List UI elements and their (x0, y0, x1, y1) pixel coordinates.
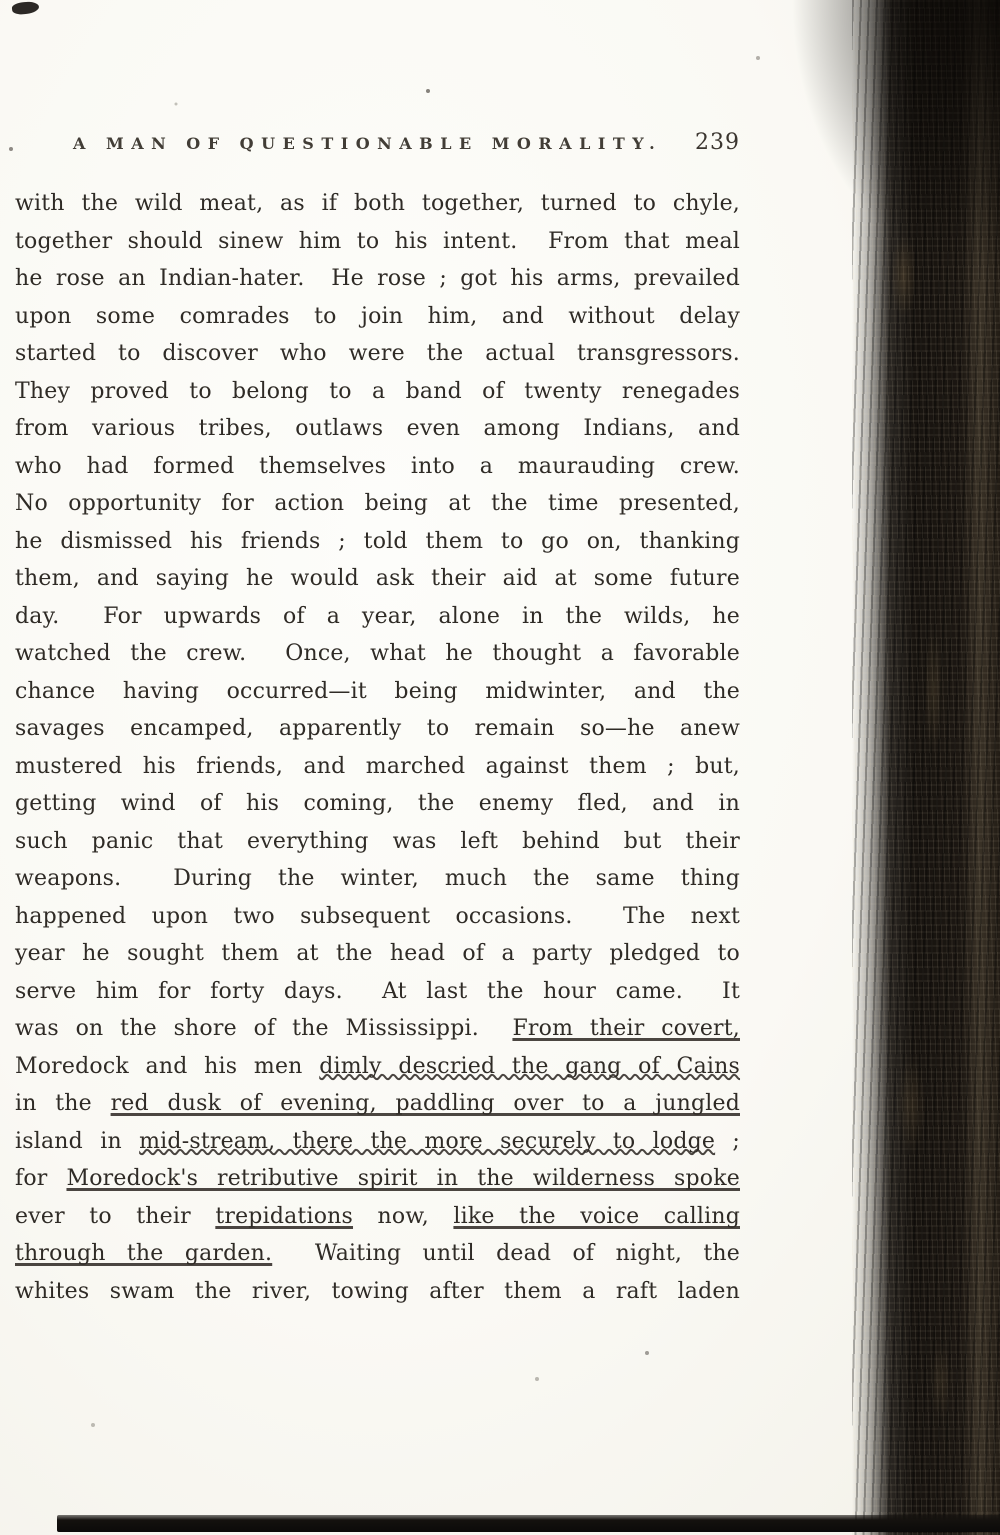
text-line (15, 1048, 740, 1086)
text-segment: No opportunity for action being at the time presented, (15, 491, 740, 516)
underlined-text: Moredock's retributive spirit in the wilderness spoke (66, 1166, 740, 1191)
text-line (15, 973, 740, 1011)
text-segment: Waiting until dead of night, the (272, 1241, 740, 1266)
text-segment: ; (715, 1128, 741, 1154)
text-column (15, 130, 740, 1310)
text-segment: day. For upwards of a year, alone in the wilds, he (15, 603, 740, 629)
text-line (15, 635, 740, 673)
text-segment: island in (15, 1128, 140, 1154)
text-segment: whites swam the river, towing after them a raft laden (15, 1278, 740, 1304)
text-line (15, 898, 740, 936)
text-segment: serve him for forty days. At last the hour came. It (15, 978, 740, 1004)
text-line (15, 823, 740, 861)
page-number: 239 (695, 130, 740, 155)
text-segment: now, (353, 1203, 454, 1229)
text-segment: They proved to belong to a band of twenty renegades (15, 378, 740, 404)
text-line (15, 710, 740, 748)
text-segment: started to discover who were the actual transgressors. (15, 341, 740, 366)
text-line (15, 598, 740, 636)
text-segment: happened upon two subsequent occasions. The next (15, 903, 740, 929)
underlined-text: like the voice calling (453, 1203, 740, 1229)
text-line (15, 373, 740, 411)
text-segment: weapons. During the winter, much the same thing (15, 866, 740, 891)
text-line (15, 935, 740, 973)
text-line (15, 523, 740, 561)
text-line (15, 1010, 740, 1048)
text-segment: such panic that everything was left behind but their (15, 828, 740, 854)
text-line (15, 1235, 740, 1273)
text-line (15, 785, 740, 823)
text-segment: for (15, 1166, 67, 1191)
text-line (15, 748, 740, 786)
text-segment: chance having occurred—it being midwinter, and the (15, 678, 740, 704)
text-segment: Moredock and his men (15, 1053, 320, 1079)
running-header (15, 130, 740, 155)
text-segment: ever to their (15, 1203, 216, 1229)
text-segment: year he sought them at the head of a party pledged to (15, 941, 740, 966)
text-line (15, 1198, 740, 1236)
text-segment: watched the crew. Once, what he thought a favorable (15, 641, 740, 666)
ink-smudge (11, 0, 39, 15)
text-line (15, 410, 740, 448)
text-line (15, 335, 740, 373)
underlined-text: through the garden. (15, 1241, 273, 1266)
text-segment: he dismissed his friends ; told them to go on, thanking (15, 528, 740, 554)
book-edge-shadow (852, 0, 1000, 1535)
text-line (15, 1123, 740, 1161)
underlined-text: trepidations (215, 1203, 354, 1229)
text-line (15, 560, 740, 598)
text-segment: together should sinew him to his intent. From that meal (15, 228, 740, 254)
underlined-text: From their covert, (512, 1016, 740, 1041)
underlined-text: mid-stream, there the more securely to lodge (139, 1128, 716, 1154)
text-segment: from various tribes, outlaws even among Indians, and (15, 416, 740, 441)
text-segment: them, and saying he would ask their aid at some future (15, 566, 740, 591)
text-line (15, 185, 740, 223)
body-text (15, 185, 740, 1310)
underlined-text: red dusk of evening, paddling over to a jungled (110, 1091, 740, 1116)
text-line (15, 223, 740, 261)
text-line (15, 485, 740, 523)
text-line (15, 260, 740, 298)
text-line (15, 298, 740, 336)
text-line (15, 1273, 740, 1311)
text-line (15, 1160, 740, 1198)
text-line (15, 1085, 740, 1123)
chapter-title: A MAN OF QUESTIONABLE MORALITY. (73, 134, 663, 153)
text-segment: he rose an Indian-hater. He rose ; got his arms, prevailed (15, 266, 740, 291)
text-line (15, 448, 740, 486)
text-segment: was on the shore of the Mississippi. (15, 1016, 513, 1041)
text-segment: upon some comrades to join him, and without delay (15, 303, 740, 329)
text-segment: in the (15, 1091, 111, 1116)
text-line (15, 673, 740, 711)
text-line (15, 860, 740, 898)
text-segment: mustered his friends, and marched against them ; but, (15, 753, 740, 779)
text-segment: with the wild meat, as if both together, turned to chyle, (15, 191, 740, 216)
text-segment: getting wind of his coming, the enemy fled, and in (15, 791, 740, 816)
bottom-edge-shadow (57, 1515, 1000, 1532)
underlined-text: dimly descried the gang of Cains (319, 1053, 741, 1079)
text-segment: who had formed themselves into a maurauding crew. (15, 453, 740, 479)
dust-specks (0, 0, 2, 2)
text-segment: savages encamped, apparently to remain so—he anew (15, 716, 740, 741)
